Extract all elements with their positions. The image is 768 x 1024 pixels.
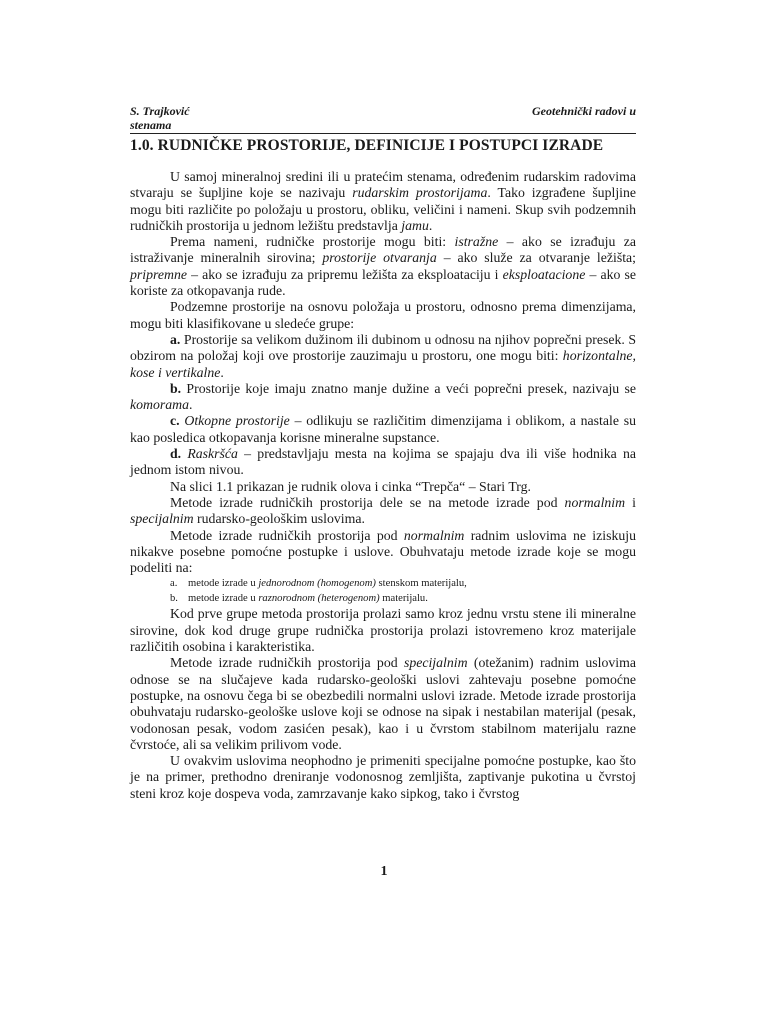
paragraph-metode: Metode izrade rudničkih prostorija dele se na metode izrade pod normalnim i specijalnim rudarsko-geološkim uslovima.	[130, 494, 636, 527]
paragraph-specijalni-uslovi: Metode izrade rudničkih prostorija pod specijalnim (otežanim) radnim uslovima odnose se na slučajeve kada rudarsko-geološki uslovi zahtevaju posebne pomoćne postupke, na osnovu čega bi se obezbedili normalni uslovi izrade. Metode izrade prostorija obuhvataju rudarsko-geološke uslove koji se odnose na sipak i nestabilan materijal (pesak, vodonosan pesak, vodom zasićen pesak), kao i u čvrstom stabilnom materijalu razne čvrstoće, ali sa velikim prilivom vode.	[130, 655, 636, 752]
page-number: 1	[380, 864, 388, 879]
term-polozaj: horizontalne, kose i vertikalne	[130, 348, 636, 380]
item-c-label: c.	[170, 413, 180, 429]
paragraph-trepca: Na slici 1.1 prikazan je rudnik olova i cinka “Trepča“ – Stari Trg.	[170, 478, 531, 494]
item-c: c. Otkopne prostorije – odlikuju se različitim dimenzijama i oblikom, a nastale su kao posledica otkopavanja korisne mineralne supstance.	[130, 413, 637, 445]
term-komorama: komorama	[130, 397, 190, 413]
paragraph-prva-grupa: Kod prve grupe metoda prostorija prolazi samo kroz jednu vrstu stene ili mineralne sirovine, dok kod druge grupe rudnička prostorija prolazi istovremeno kroz materijale različitih osobina i karakteristika.	[130, 606, 636, 655]
term-istrazne: istražne	[454, 234, 499, 250]
term-jama: jamu	[401, 217, 429, 233]
item-a-label: a.	[170, 331, 181, 347]
header-book-title: Geotehnički radovi u	[532, 104, 636, 118]
term-specijalnim: specijalnim	[130, 511, 194, 527]
paragraph-intro: U samoj mineralnoj sredini ili u pratećim stenama, određenim rudarskim radovima stvaraju se šupljine koje se nazivaju rudarskim prostorijama. Tako izgrađene šupljine mogu biti različite po položaju u prostoru, obliku, veličini i nameni. Skup svih podzemnih rudničkih prostorija u jednom ležištu predstavlja jamu.	[130, 169, 637, 233]
term-normalnim-2: normalnim	[403, 527, 465, 543]
running-header	[130, 104, 636, 134]
term-rudarske-prostorije: rudarskim prostorijama	[352, 185, 488, 201]
term-pripremne: pripremne	[130, 266, 187, 282]
term-eksploatacione: eksploatacione	[502, 266, 586, 282]
paragraph-klasifikacija: Podzemne prostorije na osnovu položaja u prostoru, odnosno prema dimenzijama, mogu biti klasifikovane u sledeće grupe:	[130, 299, 636, 331]
term-jednorodnom: jednorodnom (homogenom)	[258, 578, 376, 590]
paragraph-namena: Prema nameni, rudničke prostorije mogu biti: istražne – ako se izrađuju za istraživanje mineralnih sirovina; prostorije otvaranja – ako služe za otvaranje ležišta; pripremne – ako se izrađuju za pripremu ležišta za eksploataciju i eksploatacione – ako se koriste za otkopavanja rude.	[130, 234, 636, 299]
item-d: d. Raskršća – predstavljaju mesta na kojima se spajaju dva ili više hodnika na jednom istom nivou.	[130, 446, 637, 478]
list-marker: b.	[170, 593, 178, 605]
paragraph-normalni-uslovi: Metode izrade rudničkih prostorija pod normalnim radnim uslovima ne iziskuju nikakve posebne pomoćne postupke i uslove. Obuhvataju metode izrade koje se mogu podeliti na:	[130, 527, 636, 576]
section-title: 1.0. RUDNIČKE PROSTORIJE, DEFINICIJE I POSTUPCI IZRADE	[130, 137, 604, 154]
header-author-line2: stenama	[130, 118, 172, 132]
header-author-line1: S. Trajković	[130, 104, 190, 118]
header-rule	[130, 133, 636, 134]
item-b: b. Prostorije koje imaju znatno manje dužine a veći poprečni presek, nazivaju se komorama.	[130, 380, 636, 413]
term-otkopne-prostorije: Otkopne prostorije	[184, 413, 290, 429]
term-prostorije-otvaranja: prostorije otvaranja	[322, 250, 437, 266]
list-item: b. metode izrade u raznorodnom (heterogenom) materijalu.	[170, 593, 428, 605]
header-author	[130, 104, 240, 132]
list-item: a. metode izrade u jednorodnom (homogenom) stenskom materijalu,	[170, 578, 467, 590]
item-b-label: b.	[170, 380, 182, 396]
document-page	[130, 104, 636, 802]
list-marker: a.	[170, 578, 178, 590]
term-raznorodnom: raznorodnom (heterogenom)	[258, 593, 380, 605]
item-a: a. Prostorije sa velikom dužinom ili dubinom u odnosu na njihov poprečni presek. S obzirom na položaj koji ove prostorije zauzimaju u prostoru, one mogu biti: horizontalne, kose i vertikalne.	[130, 331, 636, 380]
term-normalnim: normalnim	[564, 494, 626, 510]
paragraph-postupci: U ovakvim uslovima neophodno je primeniti specijalne pomoćne postupke, kao što je na primer, prethodno dreniranje vodonosnog zemljišta, zaptivanje pukotina u čvrstoj steni kroz koje dospeva voda, zamrzavanje kako sipkog, tako i čvrstog	[130, 753, 636, 801]
term-raskrsca: Raskršća	[187, 446, 238, 462]
term-specijalnim-2: specijalnim	[403, 655, 468, 671]
item-d-label: d.	[170, 446, 182, 462]
